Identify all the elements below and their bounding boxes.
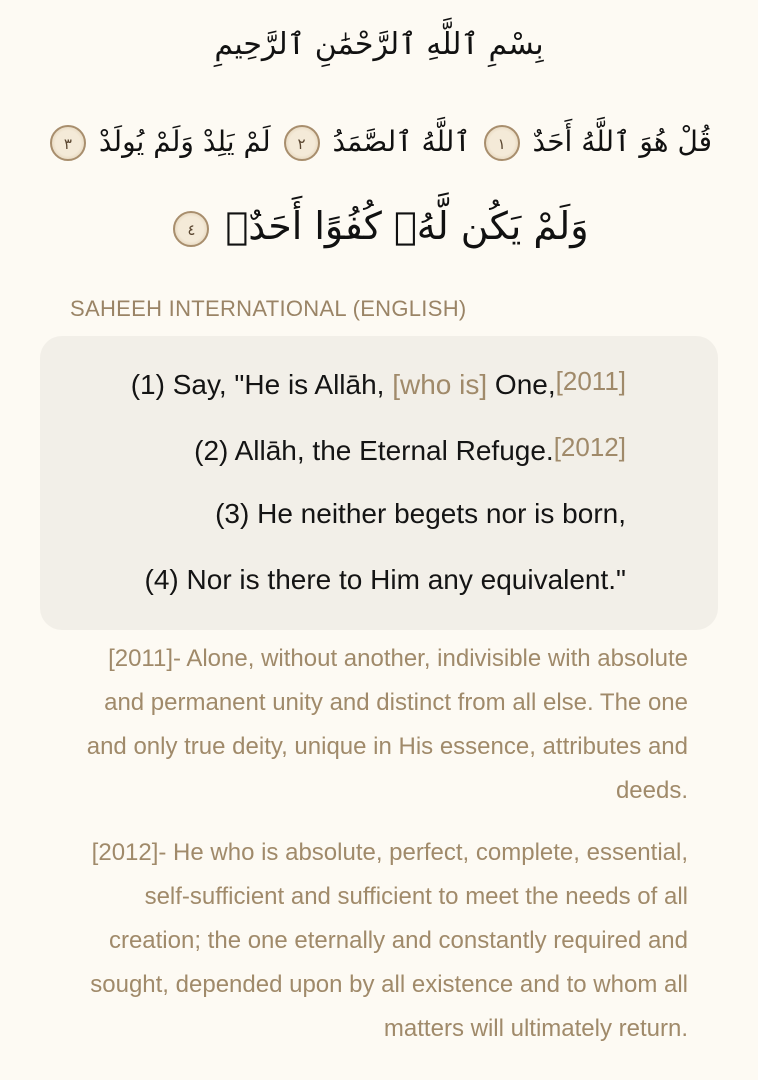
ayah-number-marker: ٢ <box>284 125 320 161</box>
ayah-number-marker: ٣ <box>50 125 86 161</box>
translation-verse-4[interactable] <box>145 564 626 596</box>
basmala: بِسْمِ ٱللَّهِ ٱلرَّحْمَٰنِ ٱلرَّحِيمِ <box>214 27 544 62</box>
ayah-text[interactable]: قُلْ هُوَ ٱللَّهُ أَحَدٌ <box>532 125 713 158</box>
verse-text: (3) He neither begets nor is born, <box>215 498 626 529</box>
arabic-ayah-block[interactable] <box>40 100 718 268</box>
footnote-2011: [2011]- Alone, without another, indivisible with absolute and permanent unity and distinct from all else. The one and only true deity, unique in His essence, attributes and deeds. <box>86 645 688 804</box>
translation-verse-1[interactable] <box>131 366 626 401</box>
ayah-line <box>40 100 718 184</box>
translation-verse-2[interactable] <box>194 432 626 467</box>
verse-text: (1) Say, "He is Allāh, <box>130 369 393 400</box>
ayah-text[interactable]: وَلَمْ يَكُن لَّهُۥ كُفُوًا أَحَدٌۢ <box>225 204 589 248</box>
verse-bracket-text: [who is] <box>392 369 488 400</box>
translation-source-label: SAHEEH INTERNATIONAL (ENGLISH) <box>70 296 467 321</box>
ayah-line <box>40 184 718 268</box>
verse-text: (2) Allāh, the Eternal Refuge. <box>194 435 554 466</box>
verse-text: (4) Nor is there to Him any equivalent." <box>144 564 626 595</box>
ayah-number-marker: ١ <box>484 125 520 161</box>
ayah-text[interactable]: لَمْ يَلِدْ وَلَمْ يُولَدْ <box>98 125 271 158</box>
ayah-text[interactable]: ٱللَّهُ ٱلصَّمَدُ <box>332 125 471 158</box>
footnote-ref[interactable]: [2012] <box>553 432 626 462</box>
translation-verse-3[interactable] <box>215 498 626 530</box>
ayah-number-marker: ٤ <box>173 211 209 247</box>
verse-text: One, <box>487 369 556 400</box>
footnote-ref[interactable]: [2011] <box>555 366 626 396</box>
footnote-2012: [2012]- He who is absolute, perfect, complete, essential, self-sufficient and sufficient to meet the needs of all creation; the one eternally and constantly required and sought, depended upon by all existence and to whom all matters will ultimately return. <box>90 839 688 1042</box>
